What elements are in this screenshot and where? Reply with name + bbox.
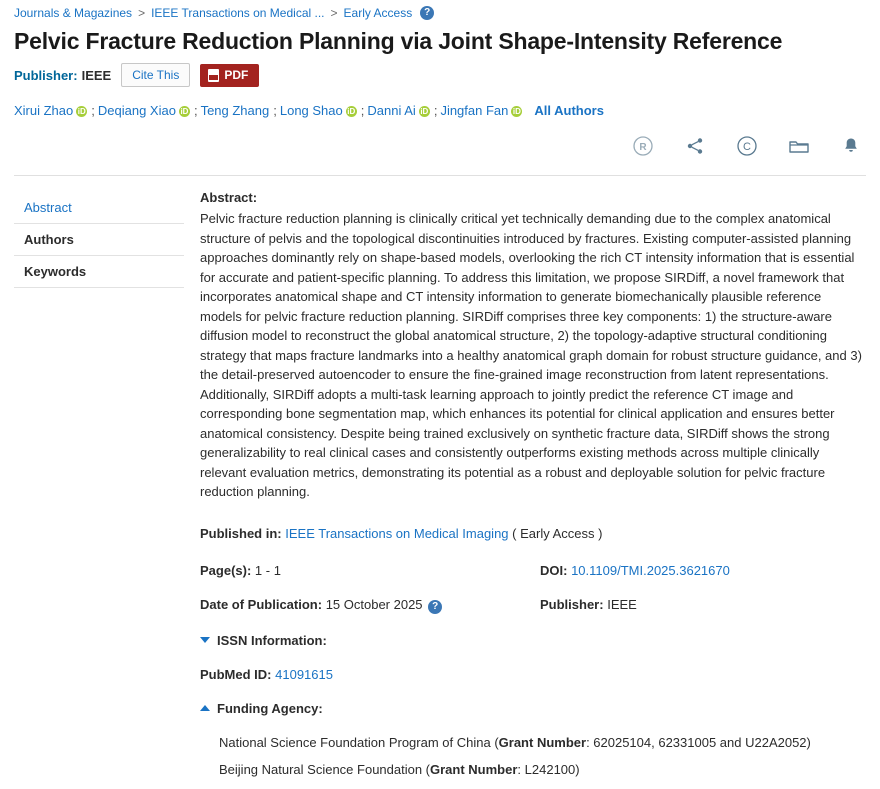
date-label: Date of Publication:	[200, 596, 323, 612]
alerts-bell-icon[interactable]	[840, 135, 862, 157]
breadcrumb	[0, 0, 880, 24]
metadata-right-column	[540, 563, 866, 633]
cite-this-button[interactable]: Cite This	[121, 63, 190, 87]
grant-number-value: : 62025104, 62331005 and U22A2052)	[586, 734, 811, 750]
main-column	[200, 190, 866, 789]
pages-label: Page(s):	[200, 562, 252, 578]
publisher-meta-label: Publisher:	[540, 596, 604, 612]
abstract-body: Pelvic fracture reduction planning is clinically critical yet technically demanding due to the complex anatomical structure of pelvis and the topological discontinuities introduced by fractures. Existing computer-assisted planning approaches dominantly rely on shape-based models, overlooking the rich CT intensity information that is essential for accurate and patient-specific planning. To address this limitation, we propose SIRDiff, a novel framework that incorporates anatomical shape and CT intensity information to generate biomechanically plausible reference models for pelvic fracture reduction planning. SIRDiff comprises three key components: 1) the structure-aware diffusion model to reconstruct the global anatomical structure, 2) the topology-adaptive structural conditioning strategy that maps fracture landmarks into a healthy anatomical graph domain for robust structure guidance, and 3) the detail-preserved autoencoder to ensure the fine-grained image reconstruction from latent representations. Additionally, SIRDiff adopts a multi-task learning approach to jointly predict the reference CT image and corresponding bone segmentation map, which enhances its potential for clinical application and ensures better anatomical consistency. Despite being trained exclusively on synthetic fracture data, SIRDiff shows the strong generalizability to real clinical cases and consistently outperforms existing methods across multiple clinically relevant evaluation metrics, demonstrating its potential as a robust and deployable solution for pelvic fracture reduction planning.	[200, 211, 862, 499]
researchgate-icon[interactable]	[632, 135, 654, 157]
author-link[interactable]: Long Shao	[279, 103, 343, 118]
published-in-label: Published in:	[200, 525, 282, 541]
doi-link[interactable]: 10.1109/TMI.2025.3621670	[571, 562, 730, 578]
author-separator: ;	[433, 103, 438, 118]
funding-agency-name: National Science Foundation Program of China (	[219, 734, 499, 750]
author-link[interactable]: Xirui Zhao	[14, 103, 74, 118]
orcid-icon[interactable]: iD	[420, 107, 429, 116]
author-link[interactable]: Deqiang Xiao	[97, 103, 176, 118]
publisher-label	[14, 68, 111, 83]
sidebar-item-abstract[interactable]: Abstract	[14, 192, 184, 224]
pdf-button[interactable]	[200, 64, 259, 87]
authors-list	[0, 87, 880, 121]
action-icon-bar	[0, 121, 880, 157]
page-title: Pelvic Fracture Reduction Planning via Joint Shape-Intensity Reference	[14, 28, 783, 54]
breadcrumb-separator: >	[138, 6, 146, 20]
breadcrumb-separator: >	[330, 6, 338, 20]
date-of-publication-row	[200, 597, 540, 614]
funding-agency-label: Funding Agency:	[217, 700, 323, 716]
all-authors-link[interactable]: All Authors	[534, 103, 604, 118]
orcid-icon[interactable]: iD	[512, 107, 521, 116]
funding-agency-toggle[interactable]	[200, 701, 866, 716]
publisher-name: IEEE	[81, 67, 112, 83]
svg-text:C: C	[743, 141, 751, 153]
copyright-icon[interactable]	[736, 135, 758, 157]
pubmed-label: PubMed ID:	[200, 666, 272, 682]
grant-number-label: Grant Number	[498, 734, 587, 750]
help-icon[interactable]: ?	[420, 6, 434, 20]
abstract-heading: Abstract:	[200, 190, 258, 205]
pubmed-link[interactable]: 41091615	[275, 666, 333, 682]
publisher-text: Publisher:	[14, 67, 78, 83]
share-icon[interactable]	[684, 135, 706, 157]
author-separator: ;	[91, 103, 95, 118]
pages-value: 1 - 1	[254, 562, 281, 578]
author-separator: ;	[360, 103, 365, 118]
folder-icon[interactable]	[788, 135, 810, 157]
author-separator: ;	[273, 103, 277, 118]
orcid-icon[interactable]: iD	[180, 107, 189, 116]
early-access-note: ( Early Access )	[512, 525, 603, 541]
doi-label: DOI:	[540, 562, 568, 578]
author-separator: ;	[193, 103, 198, 118]
breadcrumb-item-journals[interactable]: Journals & Magazines	[14, 6, 133, 20]
grant-number-label: Grant Number	[430, 761, 518, 777]
list-item	[219, 762, 866, 777]
orcid-icon[interactable]: iD	[347, 107, 356, 116]
content-area	[0, 176, 880, 789]
sidebar-item-authors[interactable]: Authors	[14, 224, 184, 256]
chevron-down-icon	[200, 637, 210, 643]
funding-agency-name: Beijing Natural Science Foundation (	[219, 761, 431, 777]
grant-number-value: : L242100)	[517, 761, 580, 777]
publisher-meta-row	[540, 597, 866, 612]
doi-row	[540, 563, 866, 578]
pages-row	[200, 563, 540, 578]
breadcrumb-item-early-access[interactable]: Early Access	[343, 6, 413, 20]
publisher-row	[0, 57, 880, 87]
sidebar-item-keywords[interactable]: Keywords	[14, 256, 184, 288]
list-item	[219, 735, 866, 750]
issn-information-label: ISSN Information:	[217, 632, 327, 648]
pdf-button-label: PDF	[224, 68, 249, 82]
pdf-file-icon	[208, 69, 219, 82]
author-link[interactable]: Jingfan Fan	[440, 103, 509, 118]
breadcrumb-item-journal[interactable]: IEEE Transactions on Medical ...	[151, 6, 325, 20]
section-nav	[14, 190, 184, 789]
published-in-row	[200, 526, 866, 541]
publisher-meta-value: IEEE	[607, 596, 637, 612]
author-link[interactable]: Teng Zhang	[200, 103, 270, 118]
metadata-left-column	[200, 563, 540, 633]
pubmed-row	[200, 667, 866, 682]
issn-information-toggle[interactable]	[200, 633, 866, 648]
orcid-icon[interactable]: iD	[77, 107, 86, 116]
help-icon[interactable]: ?	[428, 600, 442, 614]
svg-text:R: R	[639, 142, 647, 153]
author-link[interactable]: Danni Ai	[367, 103, 416, 118]
date-value: 15 October 2025	[325, 596, 423, 612]
chevron-up-icon	[200, 705, 210, 711]
journal-link[interactable]: IEEE Transactions on Medical Imaging	[285, 525, 509, 541]
metadata-grid	[200, 563, 866, 633]
